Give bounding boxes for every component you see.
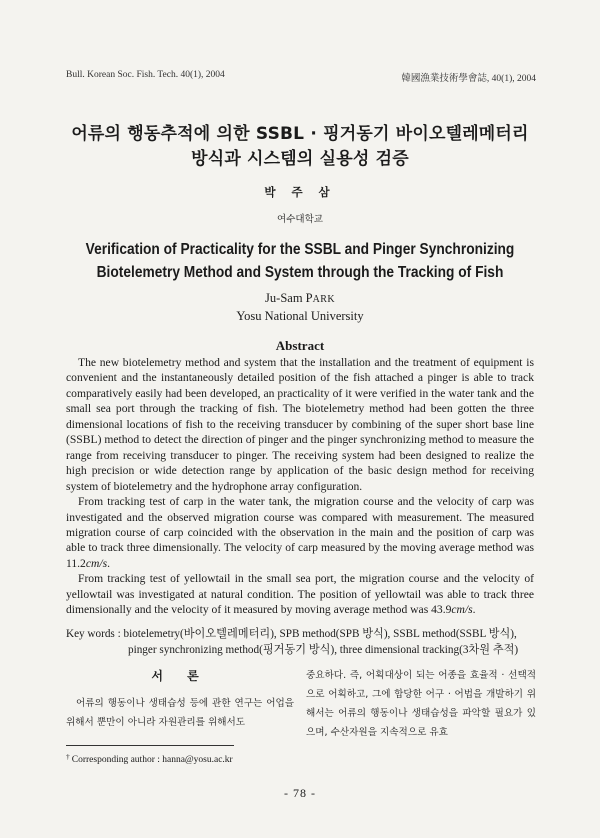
- abstract-p3-text: From tracking test of yellowtail in the small sea port, the migration course and the velocity of yellowtail was investigated at natural condition. The position of yellowtail was able to track three dimensionally and the velocity of it measured by moving average method was: [66, 572, 534, 617]
- english-author: [0, 291, 600, 306]
- carp-velocity-unit: cm/s: [85, 556, 108, 570]
- korean-author: 박 주 삼: [264, 185, 336, 199]
- yellowtail-velocity-unit: cm/s: [451, 603, 473, 617]
- abstract-paragraph-1: The new biotelemetry method and system that the installation and the treatment of equipment is convenient and the instantaneously detailed position of the fish attached a pinger is able to track comparatively easily had been developed, an practicality of it were verified in the water tank and the small sea port through the tracking of fish. The biotelemetry method had been gotten the three dimensional locations of fish to the receiving transducer by combining of the super short base line (SSBL) method to detect the direction of pinger and the pinger synchronizing method to measure the range from receiving transducer to pinger. The receiving system had been designed to realize the high precision or wide detection range by application of the basic design method for receiving system of biotelemetry and the hydrophone array configuration.: [66, 356, 534, 493]
- introduction-heading: 서 론: [151, 669, 209, 683]
- introduction-text-right: 중요하다. 즉, 어획대상이 되는 어종을 효율적 · 선택적으로 어획하고, 그에 합당한 어구 · 어법을 개발하기 위해서는 어류의 행동이나 생태습성을 파악할 필요가 있으며, 수산자원을 지속적으로 유효: [306, 670, 536, 738]
- running-head-left: Bull. Korean Soc. Fish. Tech. 40(1), 2004: [66, 70, 225, 80]
- korean-affiliation: 여수대학교: [277, 214, 323, 225]
- author-given-name: Ju-Sam: [265, 291, 306, 305]
- korean-title-line-1: 어류의 행동추적에 의한 SSBL · 핑거동기 바이오텔레메터리: [71, 124, 529, 144]
- abstract-paragraph-2: [66, 494, 534, 571]
- yellowtail-velocity-value: 43.9: [431, 603, 452, 617]
- korean-title-line-2: 방식과 시스템의 실용성 검증: [191, 149, 409, 169]
- english-affiliation: Yosu National University: [236, 309, 364, 323]
- abstract-body: [66, 355, 534, 618]
- body-column-left: [66, 666, 294, 732]
- keywords-line-2: pinger synchronizing method(핑거동기 방식), three dimensional tracking(3차원 추적): [128, 644, 519, 656]
- running-head-right: 韓國漁業技術學會誌, 40(1), 2004: [401, 74, 536, 84]
- english-title-line-2: Biotelemetry Method and System through the Tracking of Fish: [96, 264, 504, 281]
- abstract-p3-end: .: [472, 603, 476, 617]
- abstract-paragraph-3: [66, 571, 534, 617]
- korean-title: [40, 122, 560, 172]
- english-title: [76, 238, 523, 284]
- keywords: [66, 626, 544, 658]
- abstract-p2-text: From tracking test of carp in the water tank, the migration course and the velocity of carp was investigated and the observed migration course was compared with measurement. The measured migration course of carp coincided with the observation in the main and the position of carp was able to track three dimensionally. The velocity of carp measured by the moving average method was: [66, 495, 534, 555]
- footnote-rule: [66, 745, 234, 746]
- footnote: [66, 752, 233, 765]
- keywords-line-1: Key words : biotelemetry(바이오텔레메터리), SPB method(SPB 방식), SSBL method(SSBL 방식),: [66, 628, 517, 640]
- english-title-line-1: Verification of Practicality for the SSBL and Pinger Synchronizing: [85, 241, 515, 258]
- body-column-right: [306, 666, 536, 742]
- carp-velocity-value: 11.2: [66, 556, 86, 570]
- abstract-p2-end: .: [107, 556, 111, 570]
- introduction-text-left: 어류의 행동이나 생태습성 등에 관한 연구는 어업을 위해서 뿐만이 아니라 자원관리를 위해서도: [66, 698, 294, 728]
- footnote-mark: †: [66, 752, 70, 761]
- author-family-rest: ARK: [312, 294, 335, 305]
- abstract-heading: Abstract: [275, 338, 325, 353]
- author-family-initial: P: [305, 291, 313, 305]
- page-number: - 78 -: [284, 786, 316, 800]
- footnote-text: Corresponding author : hanna@yosu.ac.kr: [71, 755, 233, 765]
